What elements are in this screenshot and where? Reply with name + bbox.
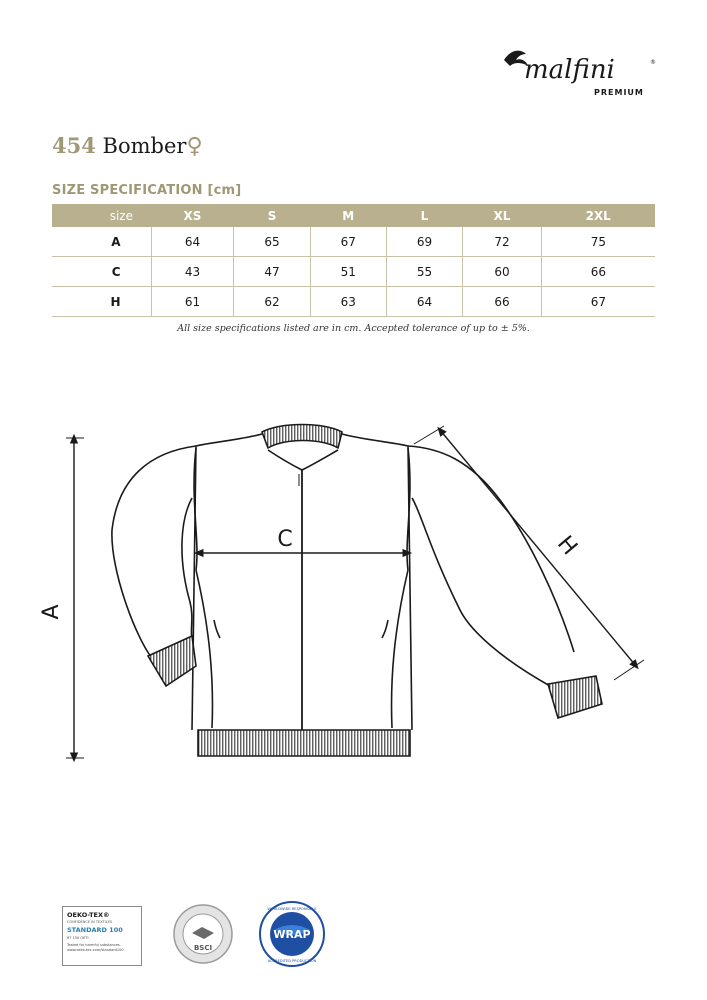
table-cell: 65 [234,227,310,257]
wrap-ring-top: WORLDWIDE RESPONSIBLE [267,907,317,911]
table-cell: 67 [310,227,386,257]
page-title [52,133,203,159]
hem-rib [198,730,410,756]
table-row [52,287,655,317]
table-cell: 64 [151,227,234,257]
wrap-badge [258,900,326,968]
row-label: H [52,287,151,317]
svg-text:®: ® [650,59,656,66]
tolerance-note: All size specifications listed are in cm. Accepted tolerance of up to ± 5%. [177,323,530,334]
size-table [52,204,655,317]
measure-c-label: C [277,527,293,552]
brand-logo [496,42,666,102]
size-header: L [386,204,462,227]
table-cell: 61 [151,287,234,317]
row-label: A [52,227,151,257]
bsci-badge [172,903,234,965]
table-header-row [52,204,655,227]
table-cell: 43 [151,257,234,287]
oeko-id: 67 150 OETI [67,936,89,940]
oeko-standard: STANDARD 100 [67,926,123,934]
brand-sub: PREMIUM [594,88,644,97]
jacket-outline [112,425,574,741]
female-icon: ♀ [186,134,203,159]
left-cuff-rib [148,636,196,686]
table-row [52,227,655,257]
oeko-tex-badge [62,906,142,966]
row-label: C [52,257,151,287]
measure-a-label: A [39,604,64,620]
wrap-ring-bottom: ACCREDITED PRODUCTION [267,959,317,963]
oeko-test-text: Tested for harmful substances. www.oeko-tex.com/standard100 [67,943,124,952]
row-header-cell: size [52,204,151,227]
wrap-text: WRAP [273,928,311,941]
jacket-diagram [0,390,707,790]
product-number: 454 [52,133,96,158]
table-cell: 51 [310,257,386,287]
table-cell: 62 [234,287,310,317]
table-cell: 47 [234,257,310,287]
table-cell: 64 [386,287,462,317]
size-header: M [310,204,386,227]
table-row [52,257,655,287]
brand-name: malfini [524,55,615,85]
table-cell: 69 [386,227,462,257]
table-cell: 63 [310,287,386,317]
size-header: XL [463,204,542,227]
measure-h-line [440,430,636,666]
measure-h-label: H [552,531,582,561]
product-name: Bomber [102,134,187,158]
table-cell: 67 [541,287,655,317]
table-title: SIZE SPECIFICATION [cm] [52,183,242,198]
size-header: 2XL [541,204,655,227]
oeko-subtitle: CONFIDENCE IN TEXTILES [67,920,113,924]
table-cell: 75 [541,227,655,257]
bsci-text: BSCI [193,944,213,952]
size-header: XS [151,204,234,227]
table-cell: 66 [463,287,542,317]
table-cell: 55 [386,257,462,287]
oeko-brand: OEKO-TEX® [67,911,110,919]
size-header: S [234,204,310,227]
table-cell: 66 [541,257,655,287]
right-cuff-rib [548,676,602,718]
table-cell: 72 [463,227,542,257]
table-cell: 60 [463,257,542,287]
